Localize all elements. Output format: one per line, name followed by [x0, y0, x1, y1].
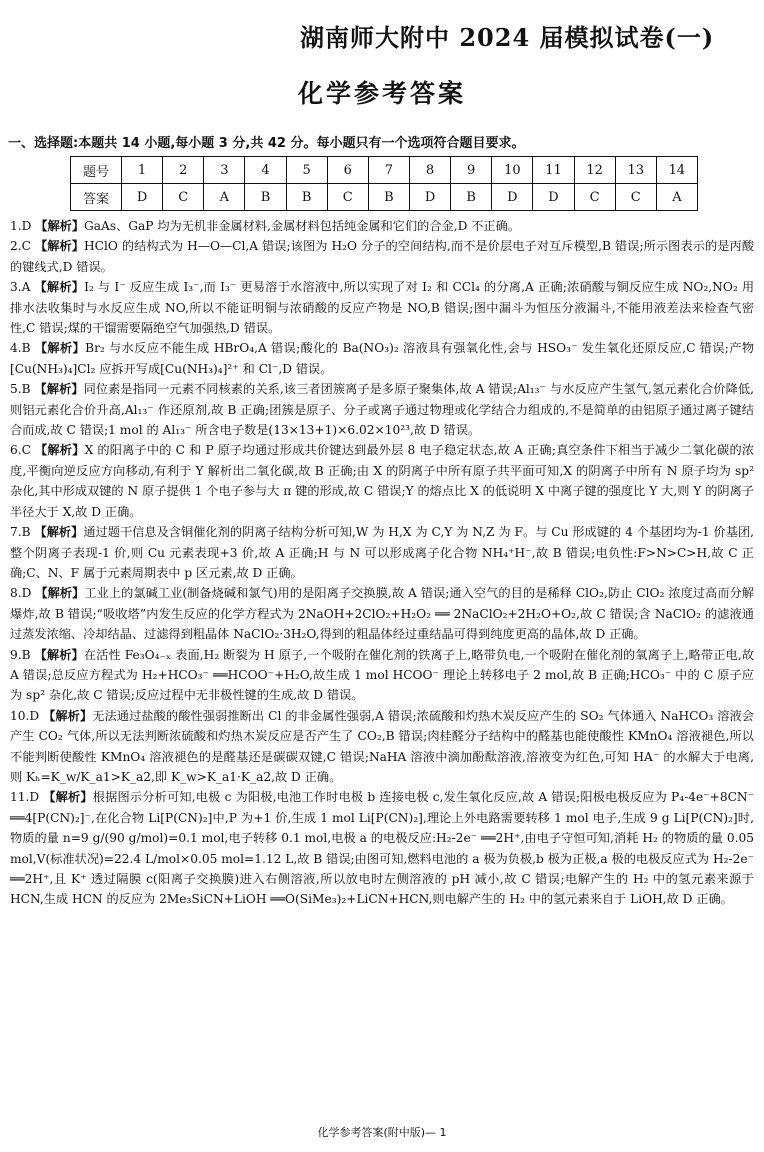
question-answer-label: 4.B — [10, 341, 31, 356]
answer-cell: B — [368, 184, 409, 211]
question-number-cell: 4 — [245, 157, 286, 184]
explanation-text: 同位素是指同一元素不同核素的关系,该三者团簇离子是多原子聚集体,故 A 错误;Al₁₃⁻ 与水反应产生氢气,氢元素化合价降低,则铝元素化合价升高,Al₁₃⁻ 作还原剂,故 B 正确;团簇是原子、分子或离子通过物理或化学结合力组成的,不是简单的由铝原子通过离子键结合而成,故 C 错误;1 mol 的 Al₁₃⁻ 所含电子数是(13×13+1)×6.02×10²³,故 D 错误。 — [10, 382, 754, 438]
analysis-tag: 【解析】 — [43, 790, 93, 805]
question-answer-label: 6.C — [10, 443, 31, 458]
question-number-cell: 10 — [492, 157, 533, 184]
answer-cell: D — [533, 184, 574, 211]
explanation-text: HClO 的结构式为 H—O—Cl,A 错误;该图为 H₂O 分子的空间结构,而不是价层电子对互斥模型,B 错误;所示图表示的是丙酸的键线式,D 错误。 — [10, 239, 755, 274]
section-heading: 一、选择题:本题共 14 小题,每小题 3 分,共 42 分。每小题只有一个选项符合题目要求。 — [8, 136, 525, 151]
answer-cell: A — [656, 184, 697, 211]
answer-table — [70, 156, 698, 211]
answer-cell: A — [204, 184, 245, 211]
question-answer-label: 2.C — [10, 239, 31, 254]
answer-cell: C — [163, 184, 204, 211]
answer-cell: C — [615, 184, 656, 211]
answer-cell: C — [327, 184, 368, 211]
question-answer-label: 5.B — [10, 382, 31, 397]
analysis-tag: 【解析】 — [34, 239, 85, 254]
question-number-cell: 12 — [574, 157, 615, 184]
explanation-item — [10, 583, 754, 644]
explanation-item — [10, 338, 754, 379]
question-number-cell: 13 — [615, 157, 656, 184]
explanation-item — [10, 645, 754, 706]
analysis-tag: 【解析】 — [43, 708, 93, 723]
analysis-tag: 【解析】 — [34, 280, 85, 295]
explanation-item — [10, 379, 754, 440]
question-answer-label: 10.D — [10, 708, 40, 723]
header-title: 湖南师大附中 2024 届模拟试卷(一) — [300, 23, 715, 52]
question-answer-label: 1.D — [10, 219, 32, 233]
analysis-tag: 【解析】 — [35, 586, 85, 601]
question-number-cell: 8 — [409, 157, 450, 184]
question-answer-label: 9.B — [10, 647, 31, 662]
question-answer-label: 7.B — [10, 525, 31, 540]
answer-cell: C — [574, 184, 615, 211]
explanation-text: 通过题干信息及含铜催化剂的阴离子结构分析可知,W 为 H,X 为 C,Y 为 N,Z 为 F。与 Cu 形成键的 4 个基团均为-1 价基团,整个阴离子表现-1 价,则 Cu 元素表现+3 价,故 A 正确;H 与 N 可以形成离子化合物 NH₄⁺H⁻,故 B 错误;电负性:F>N>C>H,故 C 正确;C、N、F 属于元素周期表中 p 区元素,故 D 正确。 — [10, 525, 755, 580]
question-number-cell: 5 — [286, 157, 327, 184]
explanation-text: X 的阳离子中的 C 和 P 原子均通过形成共价键达到最外层 8 电子稳定状态,故 A 正确;真空条件下相当于减少二氧化碳的浓度,平衡向逆反应方向移动,有利于 Y 解析出二氧化碳,故 B 正确;由 X 的阴离子中所有原子共平面可知,X 的阴离子中所有 N 原子均为 sp² 杂化,其中形成双键的 N 原子提供 1 个电子参与大 π 键的形成,故 C 错误;Y 的熔点比 X 的低说明 X 中离子键的强度比 Y 大,则 Y 的阴离子半径大于 X,故 D 正确。 — [10, 443, 755, 519]
explanation-item — [10, 440, 754, 522]
explanation-item — [10, 522, 754, 583]
answer-cell: B — [286, 184, 327, 211]
answer-cell: B — [245, 184, 286, 211]
table-row-answers — [71, 184, 698, 211]
answer-cell: D — [409, 184, 450, 211]
question-answer-label: 3.A — [10, 280, 31, 295]
page-footer: 化学参考答案(附中版)— 1 — [317, 1126, 447, 1139]
analysis-tag: 【解析】 — [35, 219, 85, 233]
explanation-item — [10, 277, 754, 338]
explanation-text: 根据图示分析可知,电极 c 为阳极,电池工作时电极 b 连接电极 c,发生氧化反应,故 A 错误;阳极电极反应为 P₄-4e⁻+8CN⁻ ══4[P(CN)₂]⁻,在化合物 Li[P(CN)₂]中,P 为+1 价,生成 1 mol Li[P(CN)₂],理论上外电路需要转移 1 mol 电子,生成 9 g Li[P(CN)₂]时,物质的量 n=9 g/(90 g/mol)=0.1 mol,电子转移 0.1 mol,电极 a 的电极反应:H₂-2e⁻ ══2H⁺,由电子守恒可知,消耗 H₂ 的物质的量 0.05 mol,V(标准状况)=22.4 L/mol×0.05 mol=1.12 L,故 B 错误;由图可知,燃料电池的 a 极为负极,b 极为正极,a 极的电极反应式为 H₂-2e⁻ ══2H⁺,且 K⁺ 透过隔膜 c(阳离子交换膜)进入右侧溶液,所以放电时左侧溶液的 pH 减小,故 C 错误;电解产生的 H₂ 中的氢元素来源于 HCN,生成 HCN 的反应为 2Me₃SiCN+LiOH ══O(SiMe₃)₂+LiCN+HCN,则电解产生的 H₂ 中的氢元素来自于 LiOH,故 D 正确。 — [10, 790, 754, 907]
answer-cell: D — [492, 184, 533, 211]
question-number-cell: 14 — [656, 157, 697, 184]
analysis-tag: 【解析】 — [34, 382, 84, 397]
explanation-item — [10, 216, 754, 236]
question-number-cell: 3 — [204, 157, 245, 184]
explanation-text: GaAs、GaP 均为无机非金属材料,金属材料包括纯金属和它们的合金,D 不正确。 — [84, 219, 520, 233]
explanation-text: 工业上的氯碱工业(制备烧碱和氯气)用的是阳离子交换膜,故 A 错误;通入空气的目的是稀释 ClO₂,防止 ClO₂ 浓度过高而分解爆炸,故 B 错误;“吸收塔”内发生反应的化学方程式为 2NaOH+2ClO₂+H₂O₂ ══ 2NaClO₂+2H₂O+O₂,故 C 错误;含 NaClO₂ 的滤液通过蒸发浓缩、冷却结晶、过滤得到粗晶体 NaClO₂·3H₂O,得到的粗晶体经过重结晶可得到纯度更高的晶体,故 D 正确。 — [10, 586, 754, 642]
question-number-cell: 1 — [122, 157, 163, 184]
analysis-tag: 【解析】 — [34, 647, 84, 662]
question-number-cell: 9 — [451, 157, 492, 184]
explanation-text: 无法通过盐酸的酸性强弱推断出 Cl 的非金属性强弱,A 错误;浓硫酸和灼热木炭反应产生的 SO₂ 气体通入 NaHCO₃ 溶液会产生 CO₂ 气体,所以无法判断浓硫酸和灼热木炭反应是否产生了 CO₂,B 错误;肉桂醛分子结构中的醛基也能使酸性 KMnO₄ 溶液褪色,所以不能判断使酸性 KMnO₄ 溶液褪色的是醛基还是碳碳双键,C 错误;NaHA 溶液中滴加酚酞溶液,溶液变为红色,可知 HA⁻ 的水解大于电离,则 Kₕ=K_w/K_a1>K_a2,即 K_w>K_a1·K_a2,故 D 正确。 — [10, 708, 754, 784]
analysis-tag: 【解析】 — [35, 443, 85, 458]
table-row-numbers — [71, 157, 698, 184]
explanation-text: 在活性 Fe₃O₄₋ₓ 表面,H₂ 断裂为 H 原子,一个吸附在催化剂的铁离子上,略带负电,一个吸附在催化剂的氧离子上,略带正电,故 A 错误;总反应方程式为 H₂+HCO₃⁻ ══HCOO⁻+H₂O,故生成 1 mol HCOO⁻ 理论上转移电子 2 mol,故 B 正确;HCO₃⁻ 中的 C 原子应为 sp² 杂化,故 C 错误;反应过程中无非极性键的生成,故 D 错误。 — [10, 647, 755, 703]
document-title: 化学参考答案 — [297, 79, 466, 108]
explanation-text: Br₂ 与水反应不能生成 HBrO₄,A 错误;酸化的 Ba(NO₃)₂ 溶液具有强氧化性,会与 HSO₃⁻ 发生氧化还原反应,C 错误;产物[Cu(NH₃)₄]Cl₂ 应拆开写成[Cu(NH₃)₄]²⁺ 和 Cl⁻,D 错误。 — [10, 341, 755, 376]
question-number-cell: 11 — [533, 157, 574, 184]
explanation-item — [10, 706, 754, 788]
explanation-item — [10, 236, 754, 277]
question-number-cell: 2 — [163, 157, 204, 184]
question-answer-label: 11.D — [10, 790, 40, 805]
analysis-tag: 【解析】 — [34, 525, 84, 540]
answer-cell: D — [122, 184, 163, 211]
explanations — [10, 216, 754, 910]
analysis-tag: 【解析】 — [34, 341, 86, 356]
row-label-answer: 答案 — [71, 184, 122, 211]
answer-cell: B — [451, 184, 492, 211]
question-number-cell: 7 — [368, 157, 409, 184]
explanation-item — [10, 787, 754, 909]
question-answer-label: 8.D — [10, 586, 32, 601]
row-label-number: 题号 — [71, 157, 122, 184]
explanation-text: I₂ 与 I⁻ 反应生成 I₃⁻,而 I₃⁻ 更易溶于水溶液中,所以实现了对 I₂ 和 CCl₄ 的分离,A 正确;浓硝酸与铜反应生成 NO₂,NO₂ 用排水法收集时与水反应生成 NO,所以不能证明铜与浓硝酸的反应产物是 NO,B 错误;图中漏斗为恒压分液漏斗,不能用液差法来检查气密性,C 错误;煤的干馏需要隔绝空气加强热,D 错误。 — [10, 280, 755, 336]
question-number-cell: 6 — [327, 157, 368, 184]
